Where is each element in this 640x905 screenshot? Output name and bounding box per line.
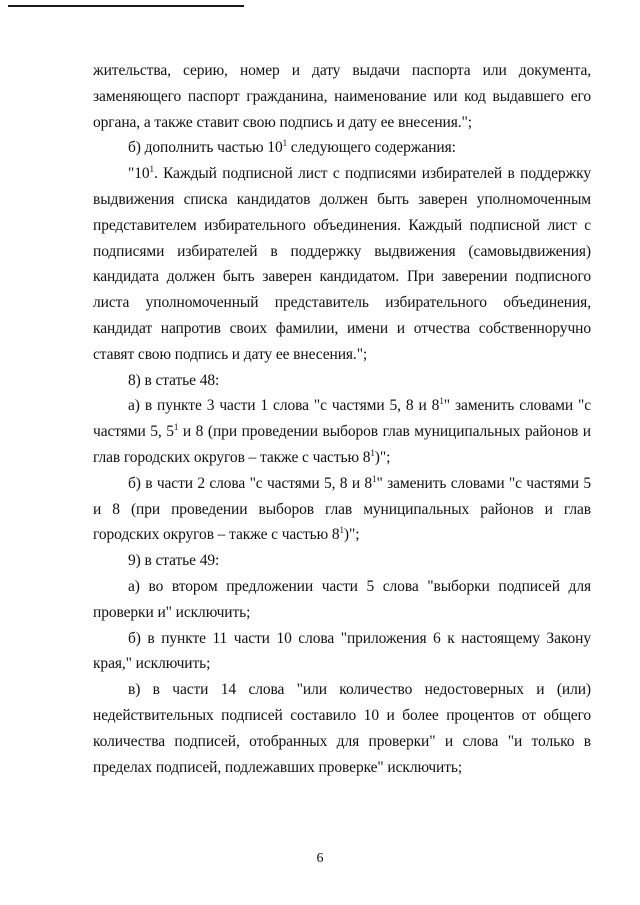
superscript: 1 (282, 138, 288, 149)
paragraph-p5 (93, 393, 591, 470)
text-run: . Каждый подписной лист с подписями избирателей в поддержку выдвижения списка кандидатов должен быть заверен уполномоченным представителем избирательного объединения. Каждый подписной лист с подписями избирателей в поддержку выдвижения (самовыдвижения) кандидата должен быть заверен кандидатом. При заверении подписного листа уполномоченный представитель избирательного объединения, кандидат напротив своих фамилии, имени и отчества собственноручно ставят свою подпись и дату ее внесения."; (93, 165, 591, 363)
paragraph-p9 (93, 626, 591, 678)
paragraph-p10 (93, 677, 591, 780)
text-run: " заменить словами "с частями 5, 5 (93, 397, 591, 441)
superscript: 1 (339, 525, 344, 536)
top-rule (8, 5, 244, 7)
text-run: и 8 (при проведении выборов глав муниципальных районов и глав городских округов – также с частью 8 (93, 423, 591, 466)
text-run: )"; (343, 526, 360, 544)
paragraph-p7 (93, 548, 591, 574)
paragraph-p3 (93, 161, 591, 367)
text-run: следующего содержания: (287, 139, 456, 157)
document-body (93, 58, 591, 780)
superscript: 1 (370, 447, 375, 458)
text-run: 9) в статье 49: (128, 552, 220, 570)
text-run: " заменить словами "с частями 5 и 8 (при проведении выборов глав муниципальных районов и глав городских округов – также с частью 8 (93, 474, 591, 544)
superscript: 1 (372, 473, 377, 484)
paragraph-p6 (93, 471, 591, 548)
paragraph-p8 (93, 574, 591, 626)
paragraph-p1 (93, 58, 591, 135)
text-run: в) в части 14 слова "или количество недостоверных и (или) недействительных подписей составило 10 и более процентов от общего количества подписей, отобранных для проверки" и слова "и только в пределах подписей, подлежавших проверке" исключить; (93, 681, 591, 776)
paragraph-p2 (93, 135, 591, 161)
text-run: жительства, серию, номер и дату выдачи паспорта или документа, заменяющего паспорт гражданина, наименование или код выдавшего его органа, а также ставит свою подпись и дату ее внесения."; (93, 62, 591, 131)
text-run: 8) в статье 48: (128, 371, 220, 389)
text-run: б) в части 2 слова "с частями 5, 8 и 8 (128, 474, 373, 492)
page-number: 6 (316, 851, 324, 866)
text-run: б) в пункте 11 части 10 слова "приложения 6 к настоящему Закону края," исключить; (93, 629, 591, 673)
text-run: "10 (128, 165, 150, 183)
text-run: а) во втором предложении части 5 слова "выборки подписей для проверки и" исключить; (93, 577, 591, 621)
superscript: 1 (173, 422, 179, 433)
text-run: )"; (374, 448, 391, 466)
text-run: б) дополнить частью 10 (128, 139, 283, 157)
superscript: 1 (149, 164, 154, 175)
paragraph-p4 (93, 368, 591, 394)
superscript: 1 (439, 396, 444, 407)
text-run: а) в пункте 3 части 1 слова "с частями 5, 8 и 8 (128, 397, 440, 415)
